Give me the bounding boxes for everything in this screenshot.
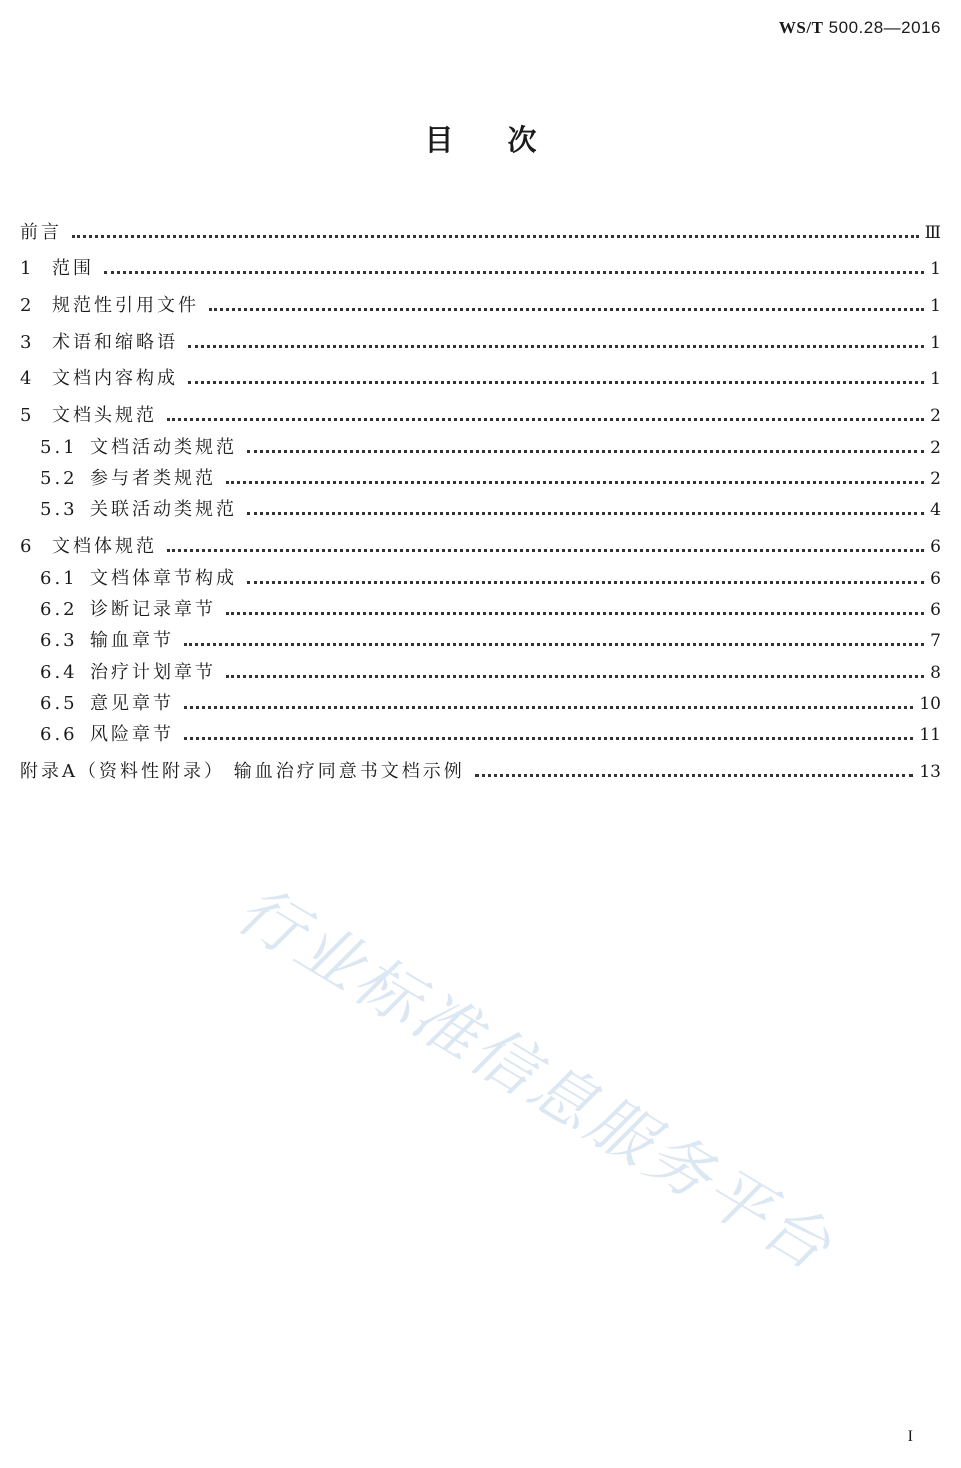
toc-leader-dots xyxy=(104,271,924,274)
standard-code-prefix: WS/T xyxy=(778,18,824,37)
toc-entry-title: 关联活动类规范 xyxy=(90,499,237,520)
toc-leader-dots xyxy=(72,235,919,238)
toc-entry[interactable] xyxy=(40,691,941,717)
toc-entry-title: 规范性引用文件 xyxy=(52,295,199,316)
toc-entry-page: Ⅲ xyxy=(924,223,941,243)
page-title: 目次 xyxy=(424,123,591,157)
toc-leader-dots xyxy=(226,675,924,678)
toc-entry-title: 文档体规范 xyxy=(52,536,157,557)
toc-entry-page: 2 xyxy=(930,406,941,426)
toc-entry-page: 6 xyxy=(930,537,941,557)
toc-entry[interactable] xyxy=(40,566,941,592)
toc-entry[interactable] xyxy=(40,435,941,461)
toc-entry[interactable] xyxy=(40,660,941,686)
page-number: I xyxy=(907,1428,913,1445)
toc-entry-number: 6.3 xyxy=(40,630,78,651)
toc-entry-number: 5.1 xyxy=(40,437,78,458)
toc-entry-page: 1 xyxy=(930,296,941,316)
toc-leader-dots xyxy=(184,643,924,646)
toc-entry-number: 6 xyxy=(20,536,35,557)
toc-entry-page: 1 xyxy=(930,259,941,279)
toc-entry[interactable] xyxy=(40,628,941,654)
toc-entry-title: 文档内容构成 xyxy=(52,368,178,389)
toc-leader-dots xyxy=(184,737,913,740)
toc-entry-title: 术语和缩略语 xyxy=(52,332,178,353)
toc-leader-dots xyxy=(188,345,924,348)
toc-entry-number: 6.6 xyxy=(40,724,78,745)
toc-entry-title: 前言 xyxy=(20,222,62,243)
standard-code xyxy=(779,18,941,38)
toc-entry-page: 13 xyxy=(919,762,941,782)
toc-entry-page: 2 xyxy=(930,438,941,458)
toc-entry[interactable] xyxy=(40,722,941,748)
toc-leader-dots xyxy=(247,450,924,453)
toc-entry[interactable] xyxy=(40,497,941,523)
toc-entry-page: 7 xyxy=(930,631,941,651)
toc-leader-dots xyxy=(167,418,924,421)
toc-entry[interactable] xyxy=(20,366,941,392)
toc-entry-number: 5 xyxy=(20,405,35,426)
toc-entry-page: 6 xyxy=(930,600,941,620)
toc-leader-dots xyxy=(247,581,924,584)
toc-entry-page: 8 xyxy=(930,663,941,683)
toc-entry-page: 4 xyxy=(930,500,941,520)
toc-entry-title: 诊断记录章节 xyxy=(90,599,216,620)
toc-entry-number: 3 xyxy=(20,332,35,353)
toc-entry-number: 2 xyxy=(20,295,35,316)
toc-entry-title: 附录A（资料性附录） 输血治疗同意书文档示例 xyxy=(20,761,465,782)
toc-entry-page: 10 xyxy=(919,694,941,714)
toc-entry-title: 参与者类规范 xyxy=(90,468,216,489)
toc-entry-number: 6.4 xyxy=(40,662,78,683)
toc-entry-page: 6 xyxy=(930,569,941,589)
toc-entry-title: 输血章节 xyxy=(90,630,174,651)
toc-leader-dots xyxy=(167,549,924,552)
toc-leader-dots xyxy=(188,381,924,384)
toc-entry-title: 文档头规范 xyxy=(52,405,157,426)
toc-leader-dots xyxy=(226,481,924,484)
toc-entry-title: 治疗计划章节 xyxy=(90,662,216,683)
toc-entry-title: 范围 xyxy=(52,258,94,279)
toc-entry-page: 1 xyxy=(930,369,941,389)
watermark: 行业标准信息服务平台 xyxy=(224,872,846,1287)
toc-entry-number: 4 xyxy=(20,368,35,389)
toc-leader-dots xyxy=(247,512,924,515)
toc-leader-dots xyxy=(209,308,924,311)
toc-entry-title: 文档体章节构成 xyxy=(90,568,237,589)
toc-entry[interactable] xyxy=(20,534,941,560)
toc-entry[interactable] xyxy=(40,466,941,492)
toc-leader-dots xyxy=(184,706,913,709)
toc-entry[interactable] xyxy=(20,220,941,246)
toc-entry[interactable] xyxy=(20,330,941,356)
toc-entry-number: 5.2 xyxy=(40,468,78,489)
toc-entry-page: 2 xyxy=(930,469,941,489)
toc-entry[interactable] xyxy=(20,293,941,319)
toc-entry-number: 6.5 xyxy=(40,693,78,714)
toc-entry[interactable] xyxy=(20,256,941,282)
toc-entry-number: 1 xyxy=(20,258,35,279)
toc-entry[interactable] xyxy=(20,403,941,429)
toc-entry-title: 文档活动类规范 xyxy=(90,437,237,458)
toc-leader-dots xyxy=(475,774,914,777)
toc-leader-dots xyxy=(226,612,924,615)
toc-entry-title: 风险章节 xyxy=(90,724,174,745)
standard-code-number: 500.28—2016 xyxy=(828,18,941,37)
toc-entry-number: 5.3 xyxy=(40,499,78,520)
toc-entry-number: 6.1 xyxy=(40,568,78,589)
toc-entry[interactable] xyxy=(20,759,941,785)
toc-entry-page: 1 xyxy=(930,333,941,353)
toc-entry[interactable] xyxy=(40,597,941,623)
toc-entry-number: 6.2 xyxy=(40,599,78,620)
toc-entry-page: 11 xyxy=(919,725,941,745)
toc-entry-title: 意见章节 xyxy=(90,693,174,714)
